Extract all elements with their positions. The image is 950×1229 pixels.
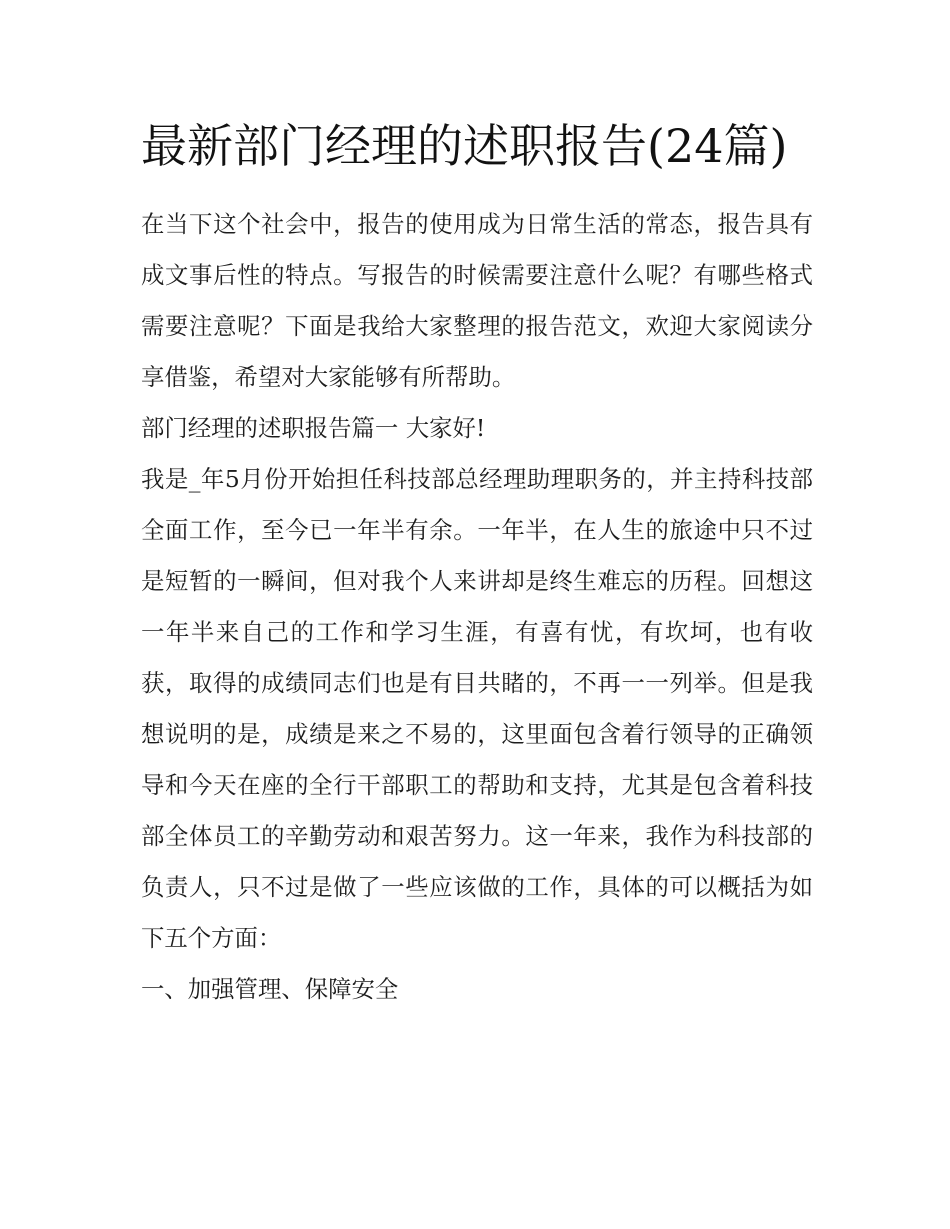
body-paragraph: 我是_年5月份开始担任科技部总经理助理职务的，并主持科技部全面工作，至今已一年半有余。一年半，在人生的旅途中只不过是短暂的一瞬间，但对我个人来讲却是终生难忘的历程。回想这一年半来自己的工作和学习生涯，有喜有忧，有坎坷，也有收获，取得的成绩同志们也是有目共睹的，不再一一列举。但是我想说明的是，成绩是来之不易的，这里面包含着行领导的正确领导和今天在座的全行干部职工的帮助和支持，尤其是包含着科技部全体员工的辛勤劳动和艰苦努力。这一年来，我作为科技部的负责人，只不过是做了一些应该做的工作，具体的可以概括为如下五个方面： xyxy=(141,465,813,952)
subsection-heading: 一、加强管理、保障安全 xyxy=(141,975,399,1003)
intro-paragraph: 在当下这个社会中，报告的使用成为日常生活的常态，报告具有成文事后性的特点。写报告的时候需要注意什么呢？有哪些格式需要注意呢？下面是我给大家整理的报告范文，欢迎大家阅读分享借鉴，希望对大家能够有所帮助。 xyxy=(141,210,813,391)
document-content xyxy=(141,112,813,1015)
section-heading-greeting: 部门经理的述职报告篇一 大家好! xyxy=(141,414,486,442)
document-title: 最新部门经理的述职报告(24篇) xyxy=(141,119,788,173)
document-body xyxy=(141,199,813,1015)
